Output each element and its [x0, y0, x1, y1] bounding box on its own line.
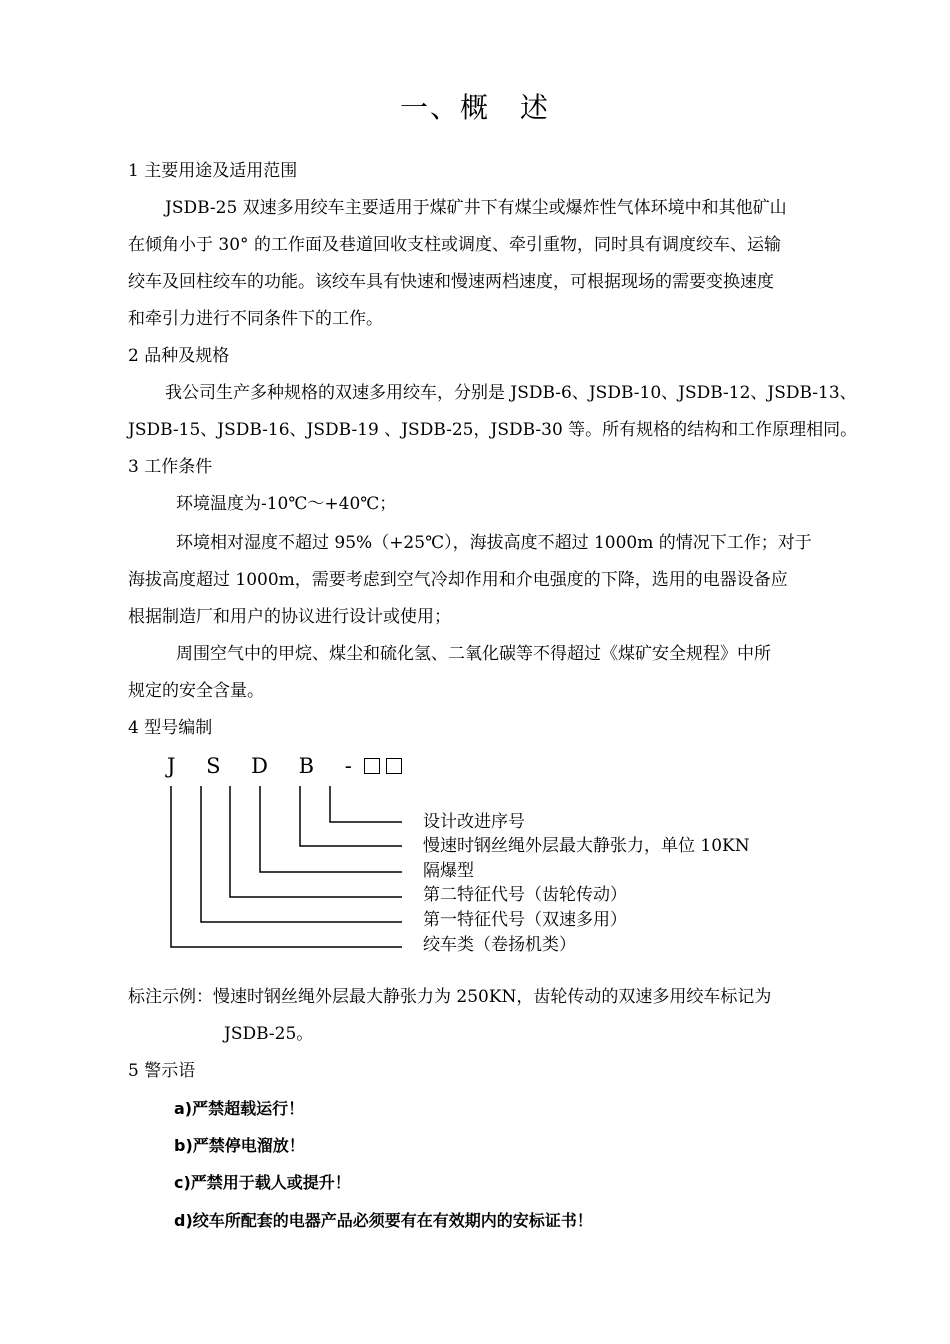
warning-d: d)绞车所配套的电器产品必须要有在有效期内的安标证书！: [174, 1211, 593, 1230]
example-line-2: JSDB-25。: [224, 1024, 314, 1044]
connector-design-revision: [330, 786, 402, 822]
warning-c: c)严禁用于载人或提升！: [174, 1173, 351, 1192]
model-label-6: 绞车类（卷扬机类）: [423, 935, 576, 955]
warning-b: b)严禁停电溜放！: [174, 1136, 305, 1155]
connector-second-feature: [230, 786, 402, 897]
section-1-line-4: 和牵引力进行不同条件下的工作。: [128, 309, 383, 329]
section-1-heading: 1 主要用途及适用范围: [128, 161, 298, 181]
section-2-line-2: JSDB-15、JSDB-16、JSDB-19 、JSDB-25，JSDB-30 等。所有规格的结构和工作原理相同。: [128, 420, 858, 440]
section-5-heading: 5 警示语: [128, 1061, 196, 1081]
model-code-letters: J S D B -: [167, 754, 364, 778]
section-4-heading: 4 型号编制: [128, 718, 213, 738]
section-1-line-1: JSDB-25 双速多用绞车主要适用于煤矿井下有煤尘或爆炸性气体环境中和其他矿山: [165, 198, 787, 218]
section-3-line-2: 环境相对湿度不超过 95%（+25℃），海拔高度不超过 1000m 的情况下工作；对于: [176, 533, 812, 553]
section-3-line-3: 海拔高度超过 1000m，需要考虑到空气冷却作用和介电强度的下降，选用的电器设备应: [128, 570, 788, 590]
model-label-3: 隔爆型: [423, 861, 474, 881]
section-2-heading: 2 品种及规格: [128, 346, 230, 366]
connector-explosion-proof: [260, 786, 402, 872]
section-1-line-3: 绞车及回柱绞车的功能。该绞车具有快速和慢速两档速度，可根据现场的需要变换速度: [128, 272, 774, 292]
model-label-2: 慢速时钢丝绳外层最大静张力，单位 10KN: [423, 836, 750, 856]
section-3-line-4: 根据制造厂和用户的协议进行设计或使用；: [128, 607, 451, 627]
section-3-heading: 3 工作条件: [128, 457, 213, 477]
page-title: 一、概 述: [399, 91, 550, 124]
connector-winch-class: [171, 786, 402, 947]
model-label-4: 第二特征代号（齿轮传动）: [423, 885, 627, 905]
section-2-line-1: 我公司生产多种规格的双速多用绞车，分别是 JSDB-6、JSDB-10、JSDB-12、JSDB-13、: [165, 383, 857, 403]
example-line-1: 标注示例：慢速时钢丝绳外层最大静张力为 250KN，齿轮传动的双速多用绞车标记为: [128, 987, 772, 1007]
section-1-line-2: 在倾角小于 30° 的工作面及巷道回收支柱或调度、牵引重物，同时具有调度绞车、运输: [128, 235, 781, 255]
warning-a: a)严禁超载运行！: [174, 1099, 305, 1118]
model-label-5: 第一特征代号（双速多用）: [423, 910, 627, 930]
section-3-line-6: 规定的安全含量。: [128, 681, 264, 701]
connector-tension: [300, 786, 402, 846]
model-label-1: 设计改进序号: [423, 812, 525, 832]
connector-first-feature: [201, 786, 402, 922]
section-3-line-1: 环境温度为-10℃～+40℃；: [176, 494, 397, 514]
section-3-line-5: 周围空气中的甲烷、煤尘和硫化氢、二氧化碳等不得超过《煤矿安全规程》中所: [176, 644, 771, 664]
